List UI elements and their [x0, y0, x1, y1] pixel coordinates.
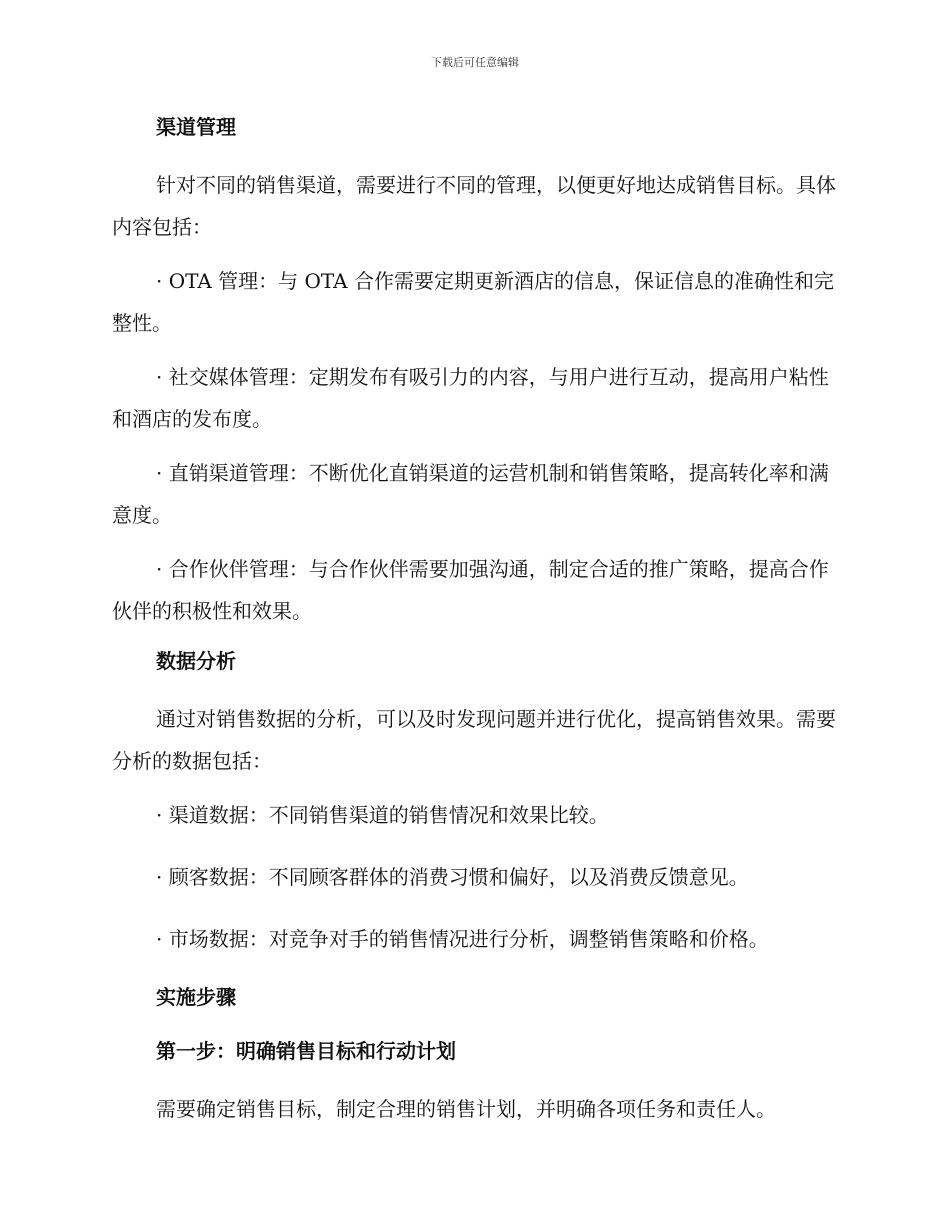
- bullet-market-data: · 市场数据：对竞争对手的销售情况进行分析，调整销售策略和价格。: [156, 927, 769, 951]
- document-content: [112, 110, 838, 1142]
- bullet-customer-data: · 顾客数据：不同顾客群体的消费习惯和偏好，以及消费反馈意见。: [156, 865, 749, 889]
- paragraph-channel-intro: 针对不同的销售渠道，需要进行不同的管理，以便更好地达成销售目标。具体内容包括：: [112, 173, 836, 239]
- page-header-note: 下载后可任意编辑: [431, 56, 519, 69]
- section-heading-implementation-steps: 实施步骤: [156, 985, 236, 1009]
- paragraph-step-one: 需要确定销售目标，制定合理的销售计划，并明确各项任务和责任人。: [156, 1097, 776, 1121]
- paragraph-data-intro: 通过对销售数据的分析，可以及时发现问题并进行优化，提高销售效果。需要分析的数据包括：: [112, 707, 836, 773]
- section-heading-channel-management: 渠道管理: [156, 115, 236, 139]
- bullet-partner-management: · 合作伙伴管理：与合作伙伴需要加强沟通，制定合适的推广策略，提高合作伙伴的积极性和效果。: [112, 557, 829, 623]
- bullet-channel-data: · 渠道数据：不同销售渠道的销售情况和效果比较。: [156, 803, 609, 827]
- subheading-step-one: 第一步：明确销售目标和行动计划: [156, 1039, 456, 1063]
- section-heading-data-analysis: 数据分析: [156, 649, 236, 673]
- bullet-ota-management: · OTA 管理：与 OTA 合作需要定期更新酒店的信息，保证信息的准确性和完整性。: [112, 269, 834, 335]
- bullet-direct-channel-management: · 直销渠道管理：不断优化直销渠道的运营机制和销售策略，提高转化率和满意度。: [112, 461, 829, 527]
- bullet-social-media-management: · 社交媒体管理：定期发布有吸引力的内容，与用户进行互动，提高用户粘性和酒店的发布度。: [112, 365, 829, 431]
